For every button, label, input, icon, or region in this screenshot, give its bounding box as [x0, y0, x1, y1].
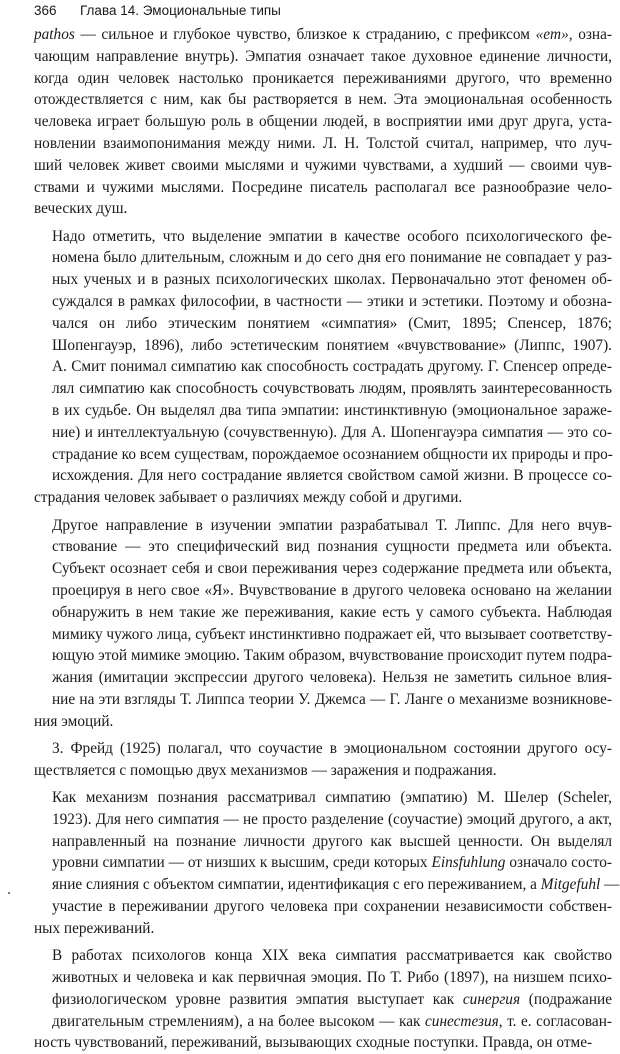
text-run: жания (имитации экспрессии другого человека). Нельзя не заметить сильное влия- — [52, 669, 612, 687]
text-line — [34, 1011, 612, 1033]
text-run: номена было длительным, сложным и до сего дня его понимание не совпадает у раз- — [52, 249, 612, 267]
text-run: участие в переживании другого человека при сохранении независимости собствен- — [52, 898, 612, 916]
text-run: 3. Фрейд (1925) полагал, что соучастие в эмоциональном состоянии другого осу- — [52, 740, 612, 757]
text-run: В работах психологов конца XIX века симпатия рассматривается как свойство — [52, 947, 612, 965]
text-run: ных ученых и в разных психологических школах. Первоначально этот феномен об- — [52, 271, 612, 289]
text-line — [34, 378, 612, 400]
text-run: яние слияния с объектом симпатии, идентификация с его переживанием, а — [52, 876, 541, 894]
text-run: ствами и чужими мыслями. Посредине писатель располагал все разнообразие чело- — [34, 178, 612, 196]
text-line — [34, 313, 612, 335]
text-line — [34, 444, 612, 466]
text-line — [34, 89, 612, 111]
text-run: веческих душ. — [34, 200, 128, 218]
text-line — [34, 133, 612, 155]
text-run: в их судьбе. Он выделял два типа эмпатии: инстинктивную (эмоциональное зараже- — [52, 402, 612, 420]
text-run: обнаружить в нем такие же переживания, какие есть у самого субъекта. Наблюдая — [52, 603, 612, 621]
paragraph — [34, 515, 612, 733]
running-head — [34, 2, 612, 24]
text-run: — сильное и глубокое чувство, близкое к страданию, с префиксом — [74, 26, 536, 43]
text-line — [34, 667, 612, 689]
paragraph — [34, 945, 612, 1054]
text-run: проецируя в него свое «Я». Вчувствование в другого человека основано на желании — [52, 581, 612, 599]
text-run: суждался в рамках философии, в частности — этики и эстетики. Поэтому и обозна- — [52, 293, 612, 311]
text-line — [34, 831, 612, 853]
text-line — [34, 335, 612, 357]
text-run: ния эмоций. — [34, 712, 114, 730]
text-line — [34, 177, 612, 199]
paragraph — [34, 24, 612, 220]
text-line — [34, 1034, 592, 1051]
italic-term: Einsfuhlung — [431, 854, 506, 872]
text-run: ных переживаний. — [34, 919, 155, 937]
text-run: ние) и интеллектуальную (сочувственную). Для А. Шопенгауэра симпатия — это со- — [52, 423, 612, 441]
text-line — [34, 155, 612, 177]
text-line — [34, 200, 127, 217]
text-line — [34, 645, 612, 667]
text-line — [34, 896, 612, 918]
text-run: Шопенгауэр, 1896), либо эстетическим понятием «вчувствование» (Липпс, 1907). — [52, 336, 612, 354]
text-run: лял симпатию как способность сочувствовать людям, проявлять заинтересованность — [52, 380, 612, 398]
text-run: Другое направление в изучении эмпатии разрабатывал Т. Липпс. Для него вчув- — [52, 516, 612, 534]
text-line — [34, 852, 612, 874]
text-line — [34, 46, 612, 68]
text-run: мимику чужого лица, субъект инстинктивно подражает ей, что вызывает соответству- — [52, 625, 613, 643]
text-run: ность чувствований, переживаний, вызывающих сходные поступки. Правда, он отме- — [34, 1034, 593, 1052]
text-run: ствование — это специфический вид познания сущности предмета или объекта. — [52, 538, 612, 556]
text-run: животных и человека и как первичная эмоция. По Т. Рибо (1897), на низшем психо- — [52, 968, 612, 986]
paragraph — [34, 738, 612, 782]
italic-term: «em», — [535, 26, 573, 43]
text-line — [34, 269, 612, 291]
text-line — [34, 489, 462, 506]
text-run: Субъект осознает себя и свои переживания через содержание предмета или объекта, — [52, 560, 612, 578]
text-run: ние на эти взгляды Т. Липпса теории У. Джемса — Г. Ланге о механизме возникнове- — [52, 690, 612, 708]
text-line — [34, 945, 612, 967]
text-run: чающим направление внутрь). Эмпатия означает такое духовное единение личности, — [34, 47, 612, 65]
text-run: озна- — [572, 26, 612, 43]
paragraph — [34, 787, 620, 940]
text-run: страдание ко всем существам, порождаемое осознанием общности их природы и про- — [52, 445, 613, 463]
text-run: (подражание — [520, 990, 613, 1008]
text-run: уровни симпатии — от низших к высшим, среди которых — [52, 854, 432, 872]
text-line — [34, 738, 612, 760]
text-line — [34, 602, 612, 624]
text-run: когда один человек настолько проникается переживаниями другого, что временно — [34, 69, 612, 87]
text-run: исхождения. Для него сострадание является свойством самой жизни. В процессе со- — [52, 467, 612, 485]
body-text — [34, 24, 620, 1054]
text-run: отождествляется с ним, как бы растворяется в нем. Эта эмоциональная особенность — [34, 91, 612, 109]
text-line — [34, 111, 612, 133]
text-line — [34, 762, 497, 779]
text-run: человека играет большую роль в общении людей, в восприятии ими друг друга, уста- — [34, 113, 612, 131]
text-run: физиологическом уровне развития эмпатия выступает как — [52, 990, 463, 1008]
text-line — [34, 226, 612, 248]
text-line — [34, 967, 612, 989]
text-line — [34, 536, 612, 558]
scan-speck — [8, 892, 10, 894]
text-run: — — [600, 876, 620, 894]
text-run: страдания человек забывает о различиях между собой и другими. — [34, 489, 463, 507]
text-line — [34, 465, 612, 487]
text-line — [34, 689, 612, 711]
italic-term: Mitgefuhl — [540, 876, 601, 894]
text-line — [34, 247, 612, 269]
text-line — [34, 291, 612, 313]
text-run: А. Смит понимал симпатию как способность сострадать другому. Г. Спенсер опреде- — [52, 358, 612, 376]
text-run: новлении взаимопонимания между ними. Л. Н. Толстой считал, например, что луч- — [34, 134, 612, 152]
text-run: Как механизм познания рассматривал симпатию (эмпатию) М. Шелер (Scheler, — [52, 789, 612, 807]
text-run: ществляется с помощью двух механизмов — заражения и подражания. — [34, 761, 497, 779]
text-run: , т. е. согласован- — [498, 1012, 613, 1030]
italic-term: синергия — [462, 990, 521, 1008]
text-line — [34, 713, 113, 730]
text-run: ющую этой мимике эмоцию. Таким образом, вчувствование происходит путем подра- — [52, 647, 612, 665]
text-line — [34, 515, 612, 537]
text-run: двигательным стремлениям), а на более высоком — как — [52, 1012, 425, 1030]
text-run: направленный на познание личности другого как высшей ценности. Он выделял — [52, 832, 612, 850]
text-run: означало состо- — [505, 854, 613, 872]
text-run: чался он либо этическим понятием «симпатия» (Смит, 1895; Спенсер, 1876; — [52, 314, 612, 332]
text-line — [34, 356, 612, 378]
text-line — [34, 580, 612, 602]
text-line — [34, 558, 612, 580]
text-line — [34, 624, 612, 646]
text-line — [34, 809, 612, 831]
text-run: Надо отметить, что выделение эмпатии в качестве особого психологического фе- — [52, 227, 612, 245]
page-number: 366 — [34, 3, 57, 18]
text-line — [34, 422, 612, 444]
text-run: ший человек живет своими мыслями и чужими чувствами, а худший — своими чув- — [34, 156, 612, 174]
paragraph — [34, 226, 612, 509]
text-line — [34, 24, 612, 46]
chapter-title: Глава 14. Эмоциональные типы — [80, 3, 281, 18]
text-run: 1923). Для него симпатия — не просто разделение (соучастие) эмоций другого, а акт, — [52, 810, 612, 828]
text-line — [34, 787, 612, 809]
text-line — [34, 874, 620, 896]
text-line — [34, 400, 612, 422]
text-line — [34, 920, 154, 937]
italic-term: синестезия — [425, 1012, 499, 1030]
text-line — [34, 989, 612, 1011]
text-line — [34, 68, 612, 90]
italic-term: pathos — [34, 26, 75, 43]
